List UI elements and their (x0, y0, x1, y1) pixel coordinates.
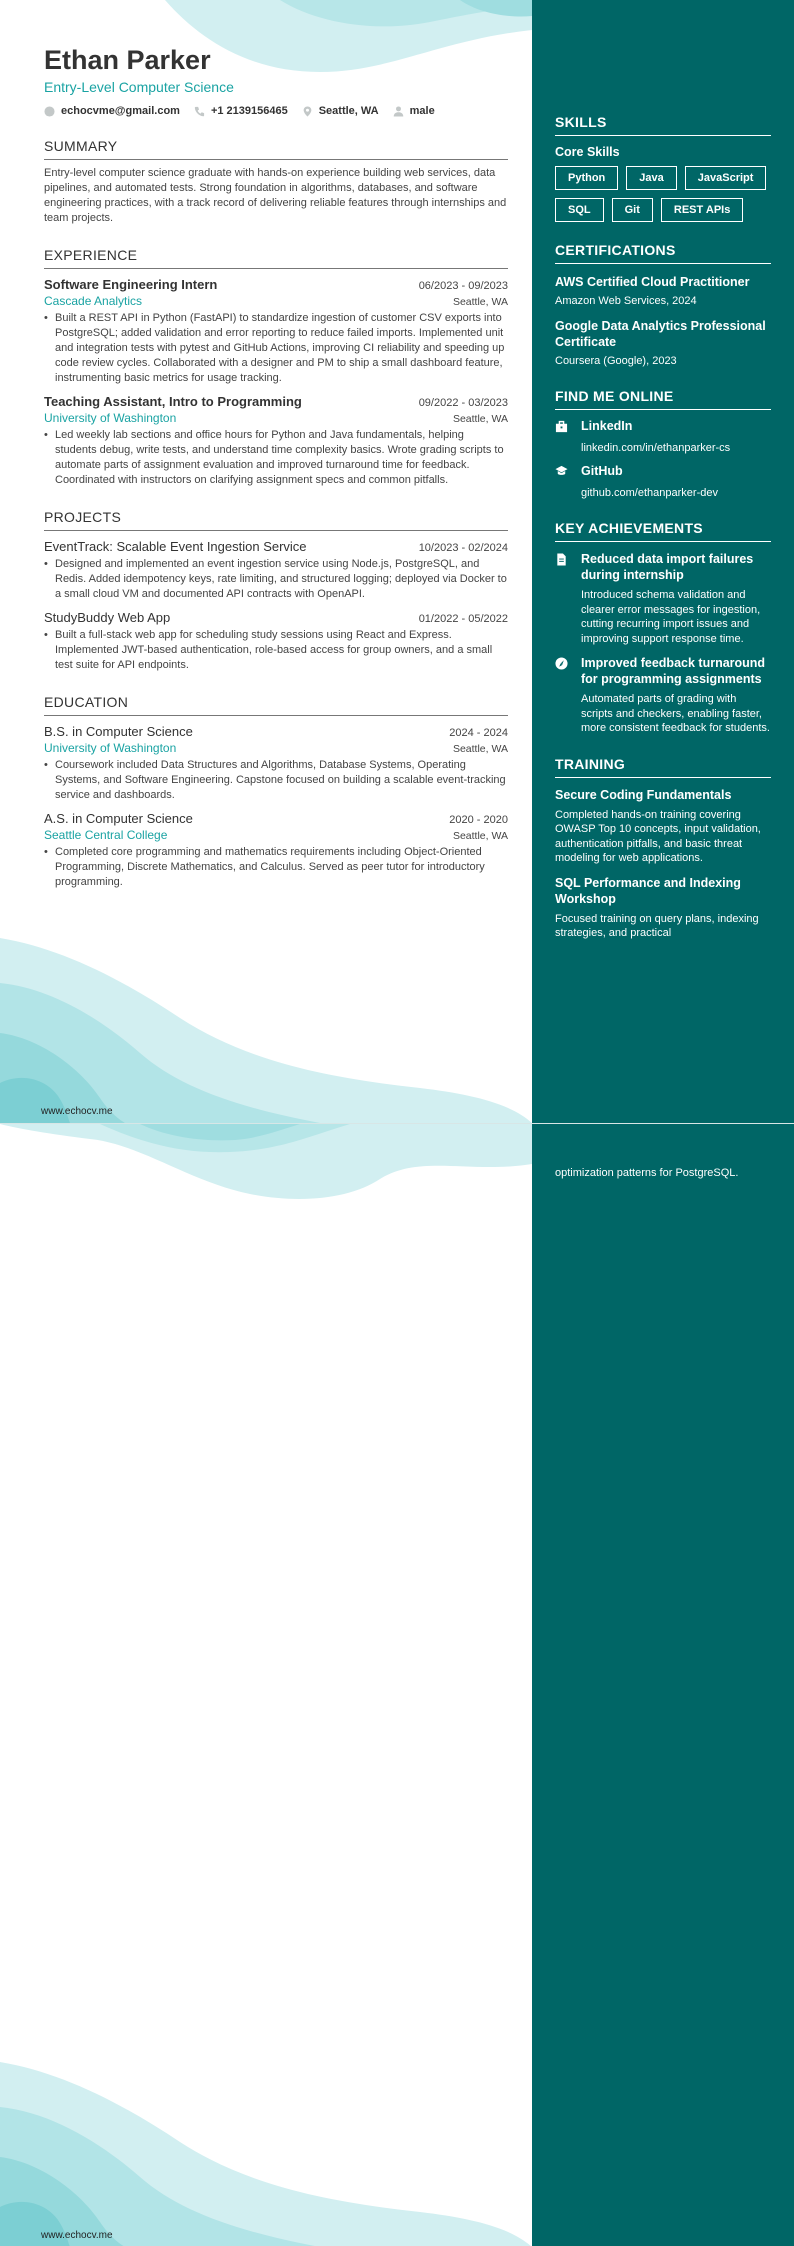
certification-issuer: Coursera (Google), 2023 (555, 355, 677, 367)
school-name: University of Washington (44, 741, 177, 755)
projects-heading: PROJECTS (44, 508, 508, 531)
linkedin-icon (555, 420, 568, 433)
project-entry (44, 609, 508, 673)
footer-link[interactable]: www.echocv.me (41, 2230, 113, 2241)
training-item (555, 875, 771, 941)
education-entry (44, 810, 508, 890)
sidebar-content (555, 113, 771, 941)
skill-tag: Git (612, 198, 653, 222)
online-link-linkedin[interactable] (555, 418, 771, 455)
certification-issuer: Amazon Web Services, 2024 (555, 295, 697, 307)
training-item (555, 787, 771, 866)
project-bullet: • Built a full-stack web app for scheduling study sessions using React and Express. Implemented JWT-based authentication, role-based access for group owners, and a small test suite for API endpoints. (55, 628, 508, 673)
projects-section (44, 508, 508, 673)
document-icon (555, 553, 568, 566)
job-bullets (44, 311, 508, 386)
certification-name: Google Data Analytics Professional Certificate (555, 319, 766, 349)
online-link-name: GitHub (581, 464, 623, 478)
project-bullet: • Designed and implemented an event ingestion service using Node.js, PostgreSQL, and Redis. Added idempotency keys, rate limiting, and structured logging; deployed via Docker to a small cloud VM and documented API contracts with OpenAPI. (55, 557, 508, 602)
footer-link[interactable]: www.echocv.me (41, 1106, 113, 1117)
training-desc-continued: optimization patterns for PostgreSQL. (555, 1167, 739, 1179)
summary-text: Entry-level computer science graduate with hands-on experience building web services, data pipelines, and automated tests. Strong foundation in algorithms, databases, and software engineering practices, with a track record of delivering reliable features through internships and team projects. (44, 167, 507, 224)
contact-gender (393, 105, 435, 117)
main-content (44, 44, 508, 890)
company-name: University of Washington (44, 411, 177, 425)
education-entry (44, 723, 508, 803)
contact-location (302, 105, 379, 117)
online-heading: FIND ME ONLINE (555, 387, 771, 410)
contact-row (44, 105, 508, 117)
education-bullet: • Coursework included Data Structures and Algorithms, Database Systems, Operating Systems, and Software Engineering. Capstone focused on building a scalable event-tracking service and dashboards. (55, 758, 508, 803)
gender-text: male (409, 105, 435, 117)
project-entry (44, 538, 508, 602)
resume-page-2 (0, 1123, 794, 2246)
rocket-icon (555, 657, 568, 670)
certifications-heading: CERTIFICATIONS (555, 241, 771, 264)
skills-heading: SKILLS (555, 113, 771, 136)
training-desc: Focused training on query plans, indexing strategies, and practical (555, 912, 759, 939)
achievement-desc: Automated parts of grading with scripts and checkers, enabling faster, more consistent feedback for students. (581, 693, 770, 734)
job-location: Seattle, WA (452, 413, 508, 425)
achievement-item (555, 551, 771, 646)
top-wave-decoration (0, 1124, 532, 1204)
school-name: Seattle Central College (44, 828, 168, 842)
education-section (44, 693, 508, 890)
job-date: 06/2023 - 09/2023 (418, 280, 508, 292)
degree-date: 2024 - 2024 (449, 727, 508, 739)
job-title: Teaching Assistant, Intro to Programming (44, 394, 302, 409)
degree-title: A.S. in Computer Science (44, 811, 193, 826)
sidebar (532, 0, 794, 1123)
training-desc: Completed hands-on training covering OWASP Top 10 concepts, input validation, authentication pitfalls, and basic threat modeling for web applications. (555, 808, 761, 864)
phone-icon (194, 106, 205, 117)
certification-item (555, 318, 771, 368)
contact-phone[interactable] (194, 105, 288, 117)
job-location: Seattle, WA (452, 296, 508, 308)
education-bullets (44, 758, 508, 803)
sidebar (532, 1124, 794, 2246)
job-title: Software Engineering Intern (44, 277, 218, 292)
project-title: StudyBuddy Web App (44, 610, 171, 625)
skill-tag: REST APIs (661, 198, 743, 222)
sidebar-content (555, 1166, 771, 1181)
email-icon (44, 106, 55, 117)
main-column (0, 1124, 532, 2246)
online-link-github[interactable] (555, 463, 771, 500)
training-name: SQL Performance and Indexing Workshop (555, 875, 741, 906)
education-bullet: • Completed core programming and mathematics requirements including Object-Oriented Programming, Discrete Mathematics, and Calculus. Served as peer tutor for introductory programming. (55, 845, 508, 890)
school-location: Seattle, WA (452, 743, 508, 755)
online-link-url[interactable]: github.com/ethanparker-dev (581, 487, 718, 499)
online-link-url[interactable]: linkedin.com/in/ethanparker-cs (581, 442, 731, 454)
achievement-item (555, 655, 771, 736)
achievement-title: Reduced data import failures during internship (581, 552, 754, 582)
github-icon (555, 465, 568, 478)
education-heading: EDUCATION (44, 693, 508, 716)
project-title: EventTrack: Scalable Event Ingestion Service (44, 539, 307, 554)
bottom-wave-decoration (0, 938, 532, 1123)
degree-title: B.S. in Computer Science (44, 724, 193, 739)
contact-email[interactable] (44, 105, 180, 117)
summary-heading: SUMMARY (44, 137, 508, 160)
certification-item (555, 274, 771, 308)
main-column (0, 0, 532, 1123)
experience-heading: EXPERIENCE (44, 246, 508, 269)
degree-date: 2020 - 2020 (449, 814, 508, 826)
company-name: Cascade Analytics (44, 294, 143, 308)
experience-entry (44, 393, 508, 488)
summary-section (44, 137, 508, 226)
skill-tags (555, 166, 771, 222)
experience-entry (44, 276, 508, 386)
skill-tag: Java (626, 166, 676, 190)
project-bullets (44, 557, 508, 602)
location-icon (302, 106, 313, 117)
certification-name: AWS Certified Cloud Practitioner (555, 275, 750, 289)
person-icon (393, 106, 404, 117)
skill-tag: SQL (555, 198, 604, 222)
project-date: 10/2023 - 02/2024 (418, 542, 508, 554)
online-link-name: LinkedIn (581, 419, 633, 433)
phone-text: +1 2139156465 (210, 105, 288, 117)
job-bullet: • Built a REST API in Python (FastAPI) to standardize ingestion of customer CSV exports into PostgreSQL; added validation and error reporting to reduce failed imports. Implemented unit and integration tests with pytest and GitHub Actions, improving CI reliability and speeding up code review cycles. Collaborated with a designer and PM to ship a small dashboard feature, instrumenting basic metrics for usage tracking. (55, 311, 508, 386)
skill-tag: Python (555, 166, 618, 190)
training-heading: TRAINING (555, 755, 771, 778)
training-name: Secure Coding Fundamentals (555, 787, 732, 802)
candidate-role: Entry-Level Computer Science (44, 79, 234, 95)
candidate-name: Ethan Parker (44, 45, 211, 75)
core-skills-label: Core Skills (555, 145, 620, 159)
bottom-wave-decoration (0, 2062, 532, 2246)
achievements-heading: KEY ACHIEVEMENTS (555, 519, 771, 542)
school-location: Seattle, WA (452, 830, 508, 842)
achievement-desc: Introduced schema validation and clearer error messages for ingestion, cutting recurring import issues and improving support response time. (581, 589, 761, 645)
skill-tag: JavaScript (685, 166, 767, 190)
location-text: Seattle, WA (318, 105, 379, 117)
project-date: 01/2022 - 05/2022 (418, 613, 508, 625)
job-bullets (44, 428, 508, 488)
email-text: echocvme@gmail.com (61, 105, 180, 117)
project-bullets (44, 628, 508, 673)
achievement-title: Improved feedback turnaround for programming assignments (581, 656, 766, 686)
job-bullet: • Led weekly lab sections and office hours for Python and Java fundamentals, helping students debug, write tests, and understand time complexity basics. Wrote grading scripts to automate parts of assignment evaluation and improved turnaround time for feedback. Coordinated with instructors on clarifying assignment specs and common pitfalls. (55, 428, 508, 488)
experience-section (44, 246, 508, 488)
education-bullets (44, 845, 508, 890)
job-date: 09/2022 - 03/2023 (418, 397, 508, 409)
